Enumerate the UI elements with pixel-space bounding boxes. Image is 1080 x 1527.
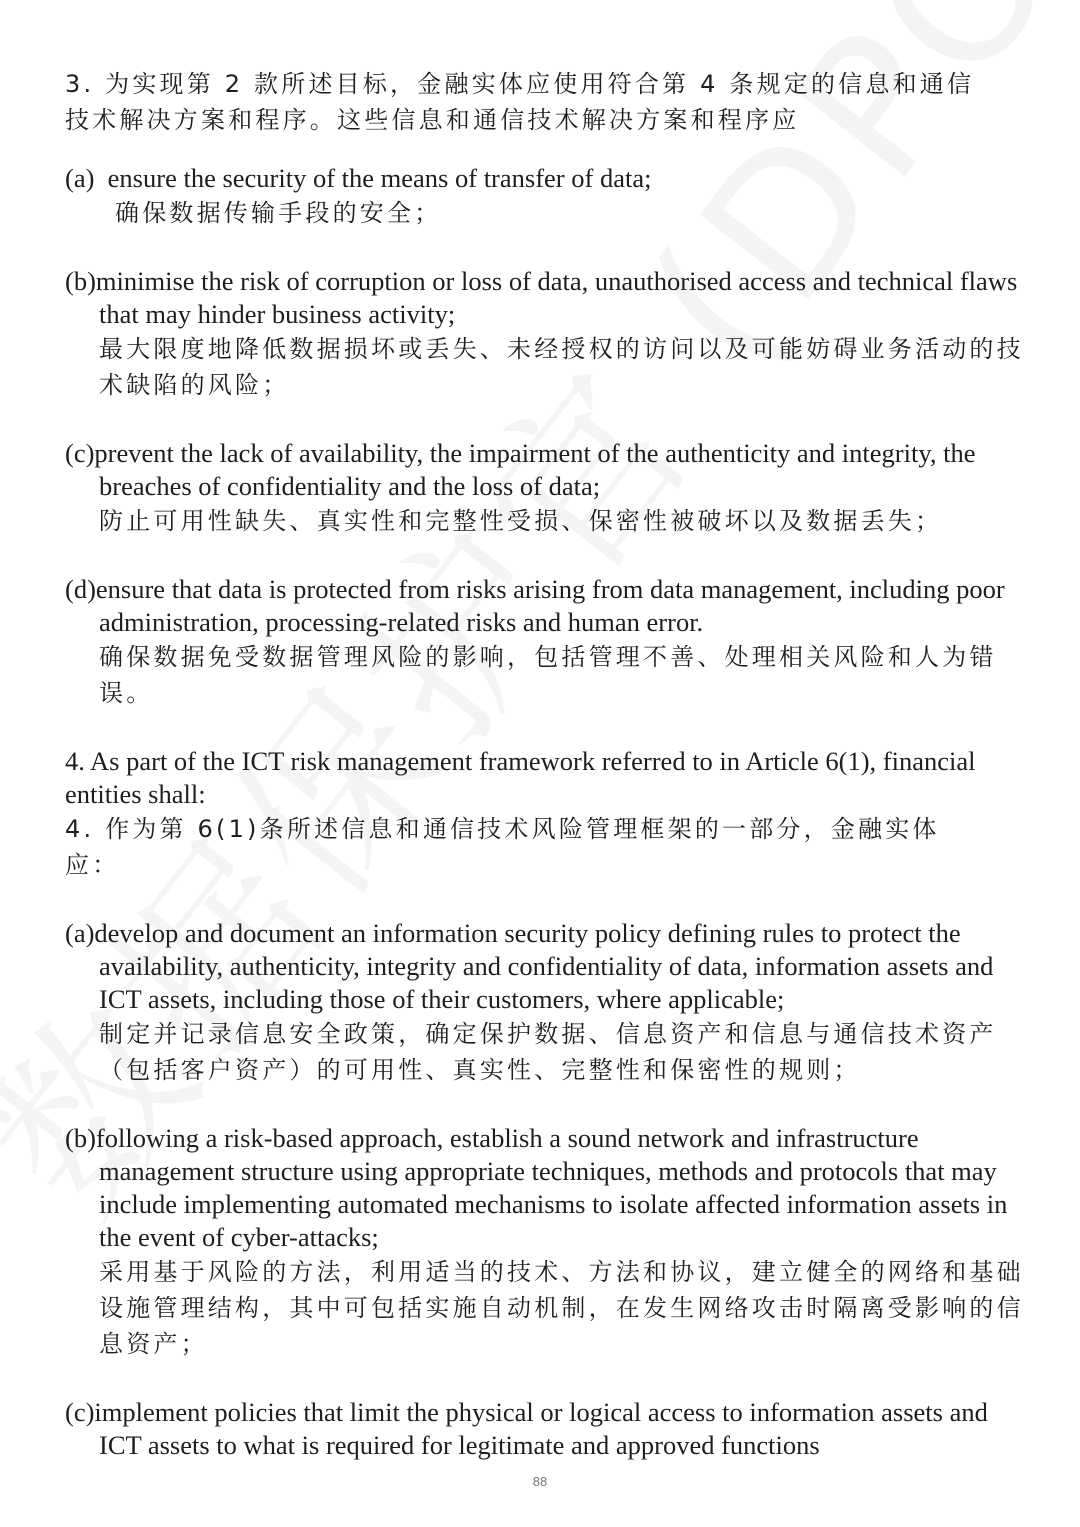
paragraph-3-zh: 3. 为实现第 2 款所述目标，金融实体应使用符合第 4 条规定的信息和通信技术解决方案和程序。这些信息和通信技术解决方案和程序应 <box>65 70 975 134</box>
item-3c-en <box>65 437 1025 503</box>
item-4a-en <box>65 917 1025 1016</box>
item-3b-zh: 最大限度地降低数据损坏或丢失、未经授权的访问以及可能妨碍业务活动的技术缺陷的风险； <box>99 335 1024 399</box>
item-4c-text: implement policies that limit the physical or logical access to information assets and ICT assets to what is required for legitimate and approved functions <box>94 1397 988 1460</box>
item-3b-en <box>65 265 1025 331</box>
item-4b-text: following a risk-based approach, establish a sound network and infrastructure management structure using appropriate techniques, methods and protocols that may include implementing automated mechanisms to isolate affected information assets in the event of cyber-attacks; <box>95 1123 1008 1252</box>
item-3b-label: (b) <box>65 266 96 296</box>
item-3c-label: (c) <box>65 438 95 468</box>
item-3b-text: minimise the risk of corruption or loss of data, unauthorised access and technical flaws that may hinder business activity; <box>95 266 1018 329</box>
item-3c-zh: 防止可用性缺失、真实性和完整性受损、保密性被破坏以及数据丢失； <box>99 507 943 535</box>
item-3a-text: ensure the security of the means of transfer of data; <box>107 163 652 193</box>
item-3d-zh: 确保数据免受数据管理风险的影响，包括管理不善、处理相关风险和人为错误。 <box>99 643 997 707</box>
item-3d <box>65 573 1025 711</box>
item-4a <box>65 917 1025 1088</box>
item-4b-zh: 采用基于风险的方法，利用适当的技术、方法和协议，建立健全的网络和基础 设施管理结构，其中可包括实施自动机制，在发生网络攻击时隔离受影响的信息资产； <box>99 1258 1024 1358</box>
item-4a-text: develop and document an information security policy defining rules to protect the availability, authenticity, integrity and confidentiality of data, information assets and ICT assets, including those of their customers, where applicable; <box>94 918 994 1014</box>
document-body <box>65 66 1025 1486</box>
paragraph-4-zh: 4. 作为第 6(1)条所述信息和通信技术风险管理框架的一部分，金融实体应： <box>65 815 940 879</box>
item-3d-label: (d) <box>65 574 96 604</box>
item-4c-en <box>65 1396 1025 1462</box>
item-3a-label: (a) <box>65 163 95 193</box>
item-3c <box>65 437 1025 539</box>
item-4c <box>65 1396 1025 1462</box>
item-3c-text: prevent the lack of availability, the impairment of the authenticity and integrity, the breaches of confidentiality and the loss of data; <box>94 438 976 501</box>
item-4b-en <box>65 1122 1025 1254</box>
item-4a-label: (a) <box>65 918 95 948</box>
item-4a-zh: 制定并记录信息安全政策，确定保护数据、信息资产和信息与通信技术资产（包括客户资产）的可用性、真实性、完整性和保密性的规则； <box>99 1020 997 1084</box>
item-3a-en <box>65 162 1025 195</box>
item-4c-label: (c) <box>65 1397 95 1427</box>
paragraph-4 <box>65 745 1025 883</box>
item-3a <box>65 162 1025 231</box>
page-number: 88 <box>532 1474 548 1489</box>
item-4b <box>65 1122 1025 1362</box>
item-3d-en <box>65 573 1025 639</box>
item-3d-text: ensure that data is protected from risks arising from data management, including poor administration, processing-related risks and human error. <box>95 574 1005 637</box>
item-3a-zh: 确保数据传输手段的安全； <box>115 199 442 227</box>
paragraph-4-en: 4. As part of the ICT risk management framework referred to in Article 6(1), financial entities shall: <box>65 746 976 809</box>
item-4b-label: (b) <box>65 1123 96 1153</box>
item-3b <box>65 265 1025 403</box>
